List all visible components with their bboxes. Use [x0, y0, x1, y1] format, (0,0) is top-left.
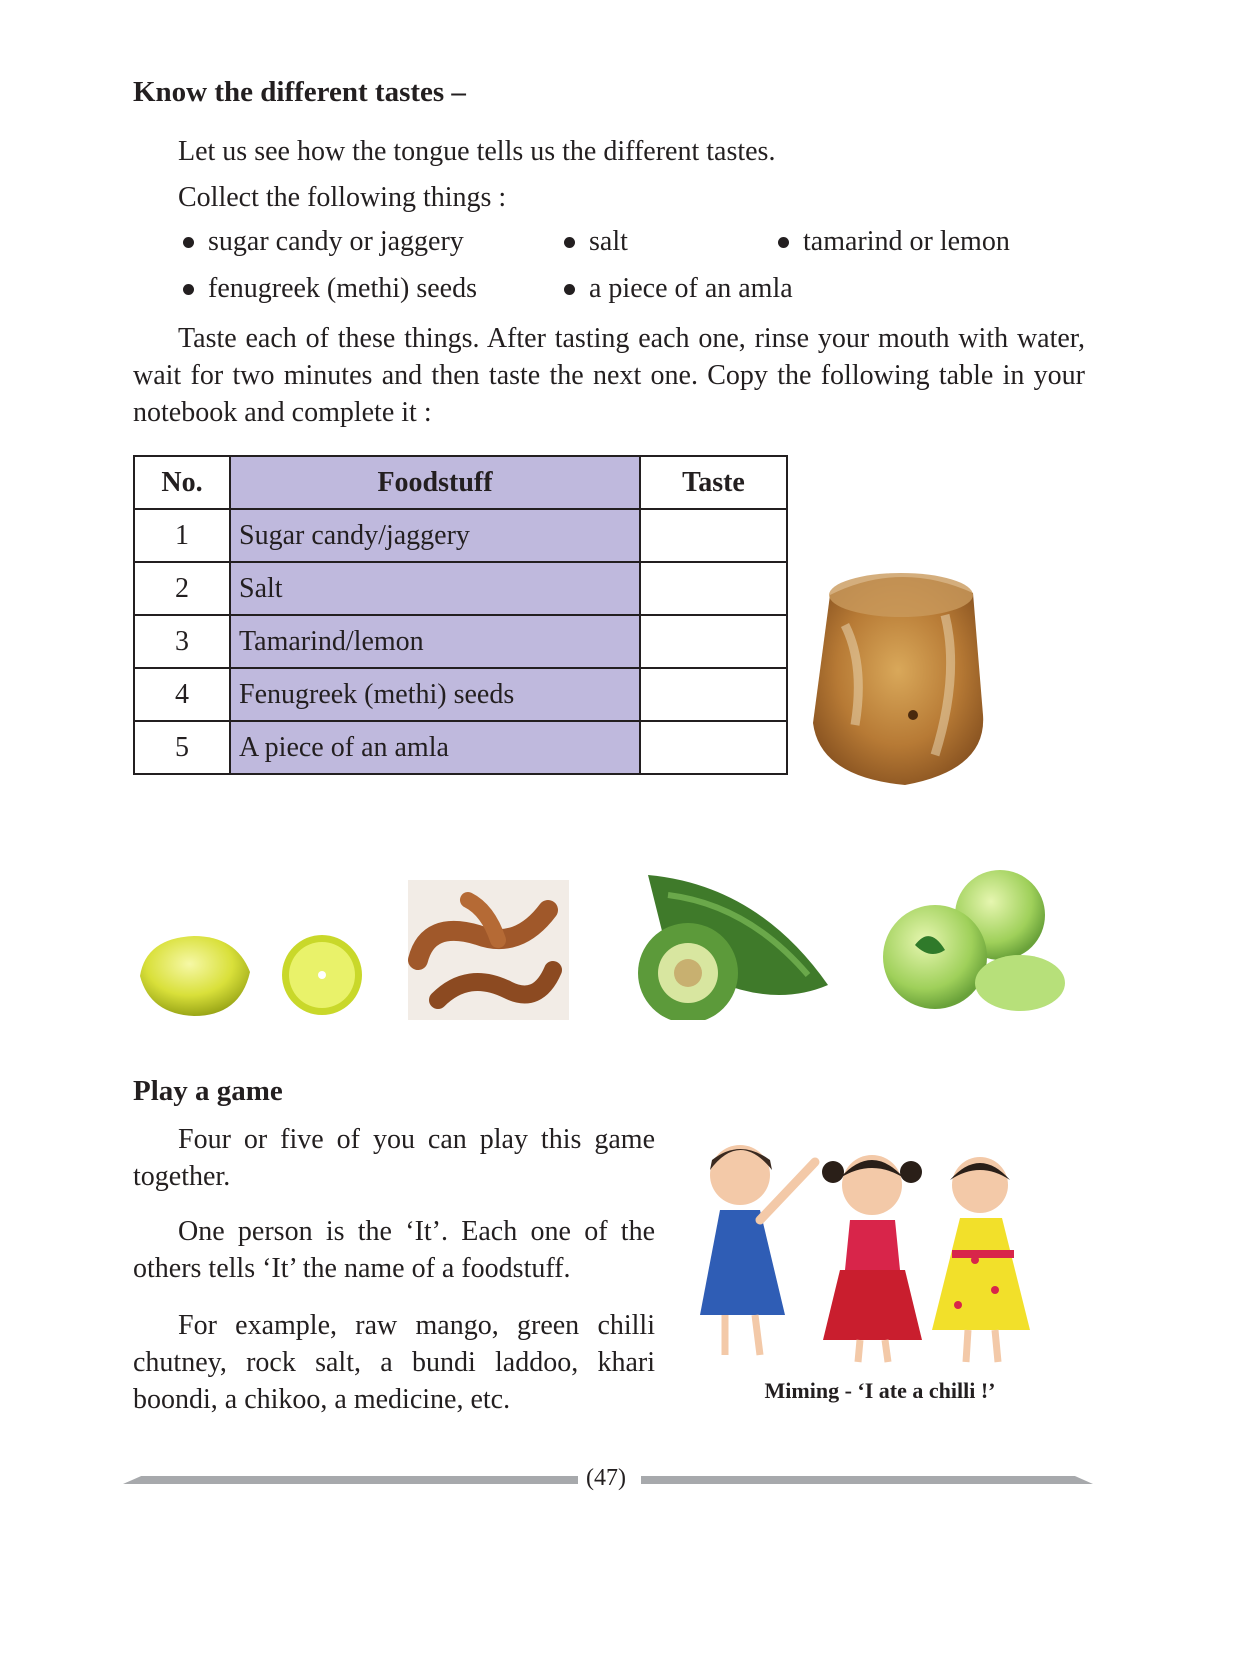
illustration-caption: Miming - ‘I ate a chilli !’ — [764, 1378, 996, 1403]
bitter-gourd-image — [608, 865, 836, 1020]
cell-no: 3 — [134, 615, 230, 668]
game-para-3: For example, raw mango, green chilli chutney, rock salt, a bundi laddoo, khari boondi, a chikoo, a medicine, etc. — [133, 1310, 655, 1415]
list-item — [564, 226, 628, 258]
list-item-label: fenugreek (methi) seeds — [208, 273, 477, 304]
section-heading-game: Play a game — [133, 1075, 283, 1107]
footer-rule-left — [123, 1476, 578, 1484]
lemon-image — [136, 930, 256, 1022]
bullet-icon — [564, 237, 575, 248]
cell-taste — [640, 615, 787, 668]
bullet-icon — [564, 284, 575, 295]
jaggery-image — [795, 555, 1010, 795]
instructions-text: Taste each of these things. After tasting each one, rinse your mouth with water, wait for two minutes and then taste the next one. Copy the following table in your notebook and complete it : — [133, 323, 1085, 428]
cell-foodstuff: Salt — [230, 562, 640, 615]
list-item — [183, 273, 477, 305]
cell-foodstuff: Sugar candy/jaggery — [230, 509, 640, 562]
cell-no: 5 — [134, 721, 230, 774]
header-taste: Taste — [640, 456, 787, 509]
lemon-half-image — [280, 933, 364, 1017]
header-no: No. — [134, 456, 230, 509]
amla-image — [875, 865, 1075, 1020]
cell-taste — [640, 721, 787, 774]
cell-no: 1 — [134, 509, 230, 562]
game-para-1: Four or five of you can play this game together. — [133, 1124, 655, 1192]
list-item — [183, 226, 464, 258]
list-item-label: salt — [589, 226, 628, 257]
table-header-row — [134, 456, 787, 509]
bullet-icon — [183, 237, 194, 248]
cell-foodstuff: A piece of an amla — [230, 721, 640, 774]
cell-taste — [640, 562, 787, 615]
footer-rule-right — [641, 1476, 1093, 1484]
cell-foodstuff: Tamarind/lemon — [230, 615, 640, 668]
game-para-2: One person is the ‘It’. Each one of the others tells ‘It’ the name of a foodstuff. — [133, 1216, 655, 1284]
table-row — [134, 721, 787, 774]
tamarind-image — [408, 880, 569, 1020]
intro-text: Let us see how the tongue tells us the different tastes. — [178, 136, 776, 167]
table-row — [134, 562, 787, 615]
cell-taste — [640, 509, 787, 562]
table-row — [134, 509, 787, 562]
section-heading-tastes: Know the different tastes – — [133, 76, 466, 108]
girls-miming-illustration — [690, 1130, 1050, 1370]
header-foodstuff: Foodstuff — [230, 456, 640, 509]
cell-foodstuff: Fenugreek (methi) seeds — [230, 668, 640, 721]
list-item-label: tamarind or lemon — [803, 226, 1010, 257]
list-item-label: sugar candy or jaggery — [208, 226, 464, 257]
cell-no: 4 — [134, 668, 230, 721]
collect-text: Collect the following things : — [178, 182, 507, 213]
table-row — [134, 615, 787, 668]
list-item — [778, 226, 1010, 258]
cell-taste — [640, 668, 787, 721]
list-item — [564, 273, 793, 305]
cell-no: 2 — [134, 562, 230, 615]
bullet-icon — [778, 237, 789, 248]
taste-table — [133, 455, 788, 775]
bullet-icon — [183, 284, 194, 295]
list-item-label: a piece of an amla — [589, 273, 793, 304]
page-number: (47) — [586, 1465, 626, 1491]
table-row — [134, 668, 787, 721]
